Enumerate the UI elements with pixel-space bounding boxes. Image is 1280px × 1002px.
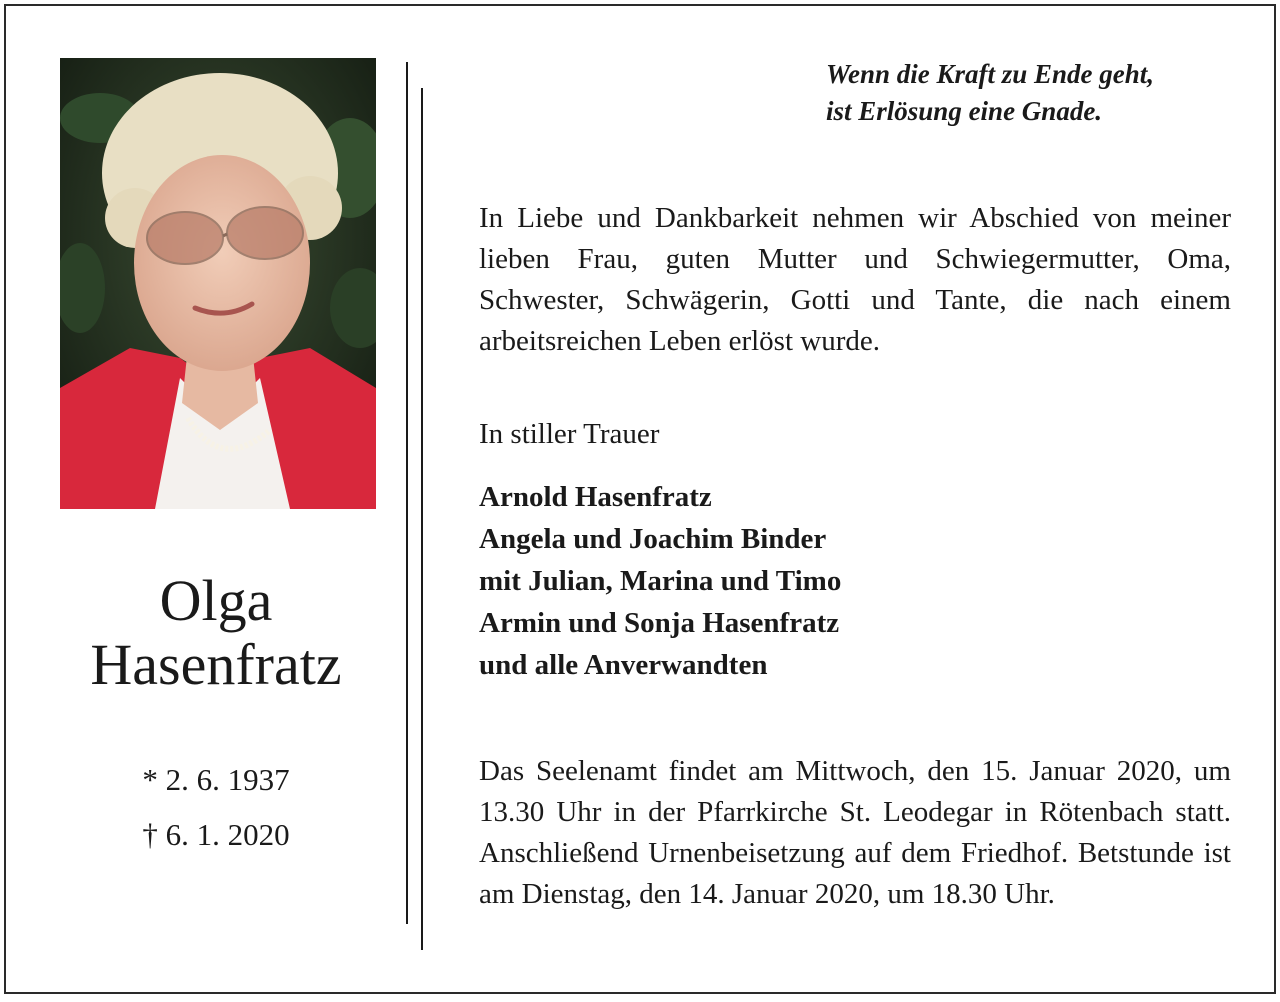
deceased-name	[46, 569, 386, 697]
motto-line-2: ist Erlösung eine Gnade.	[826, 96, 1103, 126]
portrait-image	[60, 58, 376, 509]
birth-date: * 2. 6. 1937	[142, 762, 290, 797]
intro-paragraph-block	[479, 198, 1231, 362]
life-dates	[46, 752, 386, 862]
service-paragraph-block	[479, 751, 1231, 915]
trauer-block	[479, 414, 1231, 455]
mourner-line: Angela und Joachim Binder	[479, 523, 827, 555]
last-name: Hasenfratz	[90, 632, 342, 697]
obituary-notice	[4, 4, 1276, 994]
mourner-line: Arnold Hasenfratz	[479, 481, 712, 513]
motto-line-1: Wenn die Kraft zu Ende geht,	[826, 59, 1155, 89]
divider-line-right	[421, 88, 423, 950]
mourner-line: mit Julian, Marina und Timo	[479, 565, 842, 597]
divider-line-left	[406, 62, 408, 924]
service-text: Das Seelenamt findet am Mittwoch, den 15. Januar 2020, um 13.30 Uhr in der Pfarrkirche St. Leodegar in Rötenbach statt. Anschließend Urnenbeisetzung auf dem Friedhof. Betstunde ist am Dienstag, den 14. Januar 2020, um 18.30 Uhr.	[479, 755, 1231, 910]
first-name: Olga	[159, 568, 273, 633]
intro-text: In Liebe und Dankbarkeit nehmen wir Abschied von meiner lieben Frau, guten Mutter und Schwiegermutter, Oma, Schwester, Schwägerin, Gotti und Tante, die nach einem arbeitsreichen Leben erlöst wurde.	[479, 202, 1231, 357]
portrait-photo	[60, 58, 376, 509]
mourner-line: Armin und Sonja Hasenfratz	[479, 607, 840, 639]
mourners-list	[479, 476, 1231, 686]
motto-quote	[826, 56, 1154, 130]
trauer-label: In stiller Trauer	[479, 418, 660, 450]
mourner-line: und alle Anverwandten	[479, 649, 768, 681]
death-date: † 6. 1. 2020	[142, 817, 290, 852]
